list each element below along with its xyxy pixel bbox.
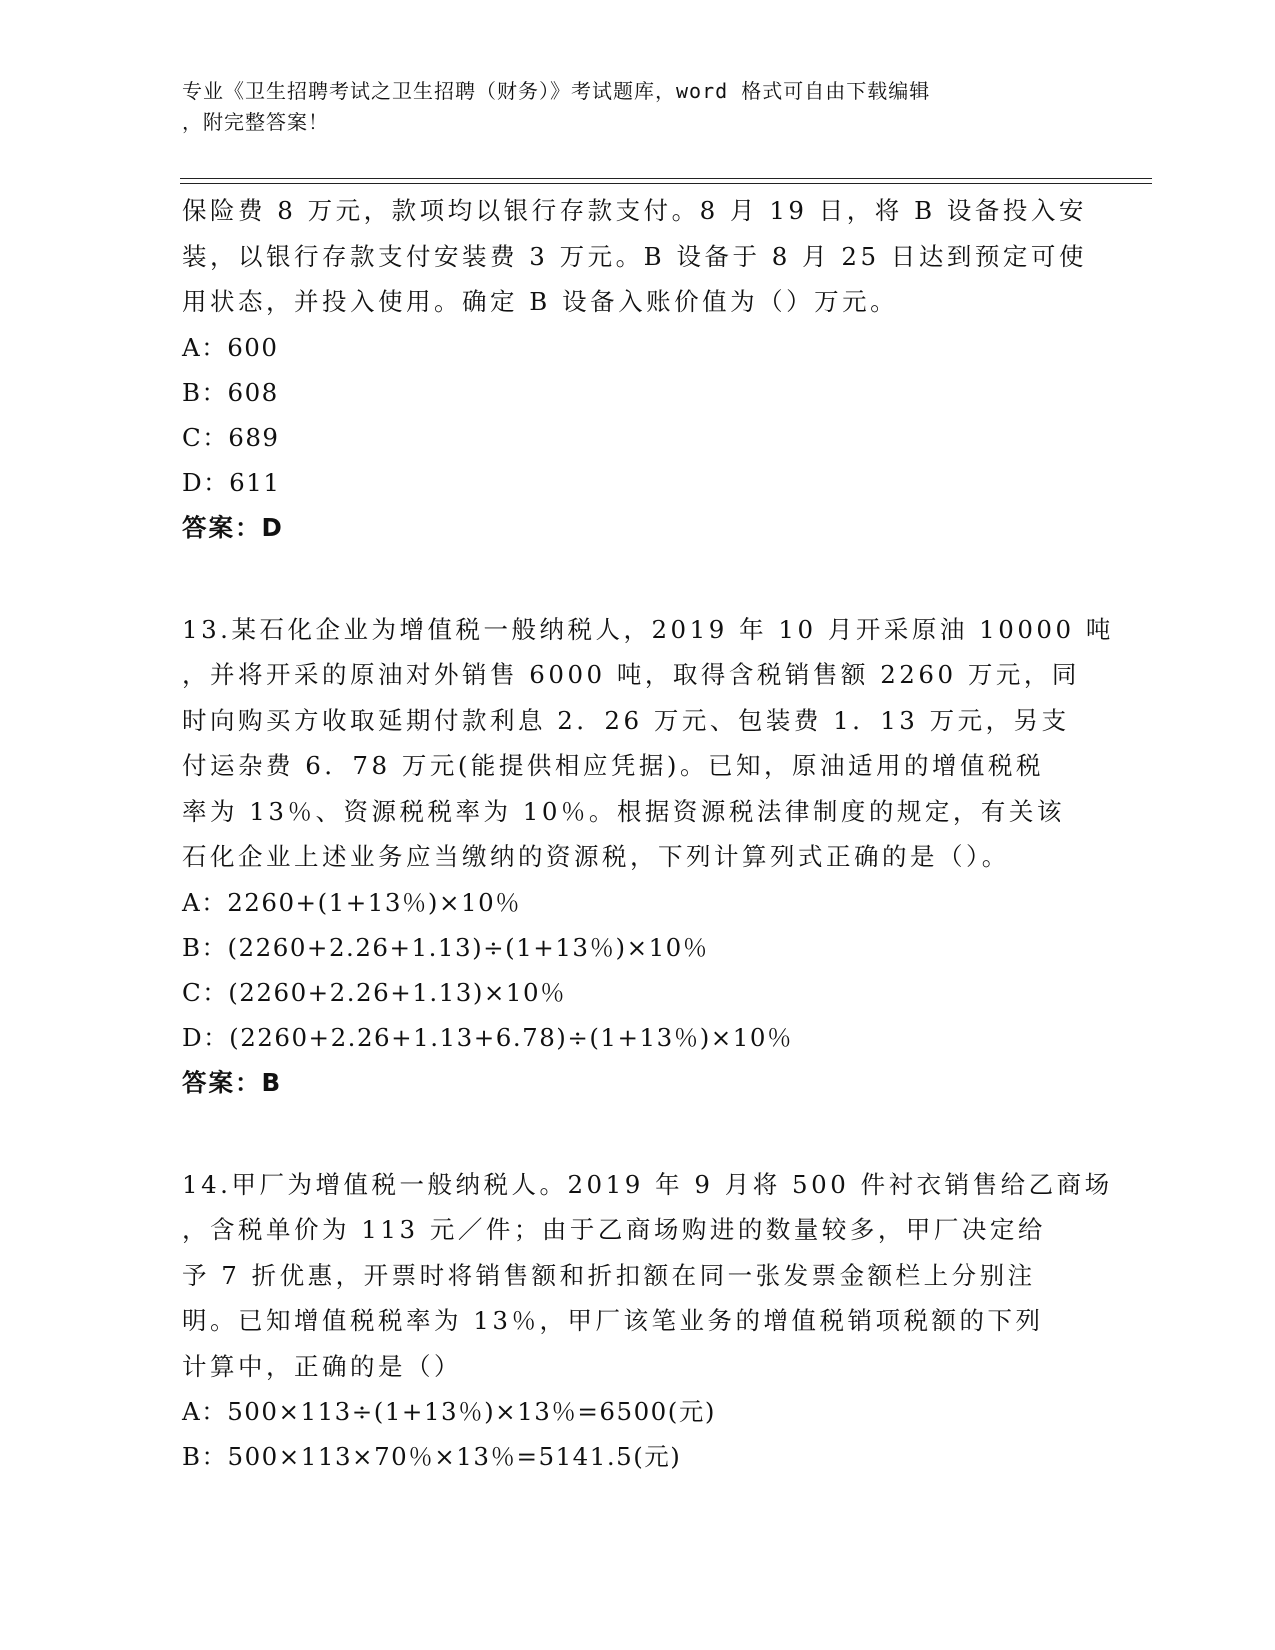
header-rule-thick: [180, 178, 1152, 179]
question-text-line: 率为 13％、资源税税率为 10％。根据资源税法律制度的规定，有关该: [182, 796, 1065, 826]
answer: 答案：B: [182, 1067, 283, 1097]
header-line-1: 专业《卫生招聘考试之卫生招聘（财务）》考试题库，word 格式可自由下载编辑: [182, 79, 931, 103]
header-rule-thin: [180, 183, 1152, 184]
question-text-line: 装，以银行存款支付安装费 3 万元。B 设备于 8 月 25 日达到预定可使: [182, 241, 1087, 271]
question-text-line: 用状态，并投入使用。确定 B 设备入账价值为（）万元。: [182, 287, 899, 316]
option-a: A：500×113÷(1+13％)×13％=6500(元): [182, 1397, 716, 1426]
option-b: B：608: [182, 377, 279, 407]
question-text-line: 保险费 8 万元，款项均以银行存款支付。8 月 19 日，将 B 设备投入安: [182, 196, 1087, 225]
question-text-line: ，并将开采的原油对外销售 6000 吨，取得含税销售额 2260 万元，同: [182, 660, 1080, 689]
document-header: [182, 76, 1062, 138]
question-text-line: 时向购买方收取延期付款利息 2．26 万元、包装费 1．13 万元，另支: [182, 705, 1070, 735]
header-line-2: ，附完整答案！: [182, 110, 329, 134]
question-text-line: 石化企业上述业务应当缴纳的资源税，下列计算列式正确的是（）。: [182, 842, 1010, 871]
option-a: A：2260+(1+13％)×10％: [182, 887, 522, 917]
document-body: [182, 188, 1114, 1479]
question-text-line: 明。已知增值税税率为 13％，甲厂该笔业务的增值税销项税额的下列: [182, 1306, 1044, 1335]
option-a: A：600: [182, 332, 279, 362]
option-d: D：(2260+2.26+1.13+6.78)÷(1+13％)×10％: [182, 1022, 793, 1052]
question-text-line: 14.甲厂为增值税一般纳税人。2019 年 9 月将 500 件衬衣销售给乙商场: [182, 1169, 1113, 1199]
question-14: [182, 1162, 1113, 1480]
question-text-line: 予 7 折优惠，开票时将销售额和折扣额在同一张发票金额栏上分别注: [182, 1260, 1036, 1290]
answer: 答案：D: [182, 512, 284, 542]
option-c: C：(2260+2.26+1.13)×10％: [182, 977, 567, 1007]
question-text-line: 付运杂费 6．78 万元(能提供相应凭据)。已知，原油适用的增值税税: [182, 751, 1044, 780]
option-d: D：611: [182, 467, 281, 497]
question-13: [182, 607, 1114, 1105]
option-c: C：689: [182, 422, 280, 452]
question-text-line: 13.某石化企业为增值税一般纳税人，2019 年 10 月开采原油 10000 吨: [182, 614, 1114, 644]
option-b: B：500×113×70％×13％=5141.5(元): [182, 1442, 682, 1471]
question-text-line: 计算中，正确的是（）: [182, 1351, 462, 1381]
option-b: B：(2260+2.26+1.13)÷(1+13％)×10％: [182, 932, 709, 962]
continued-question: [182, 188, 1087, 550]
question-text-line: ，含税单价为 113 元／件；由于乙商场购进的数量较多，甲厂决定给: [182, 1215, 1046, 1244]
